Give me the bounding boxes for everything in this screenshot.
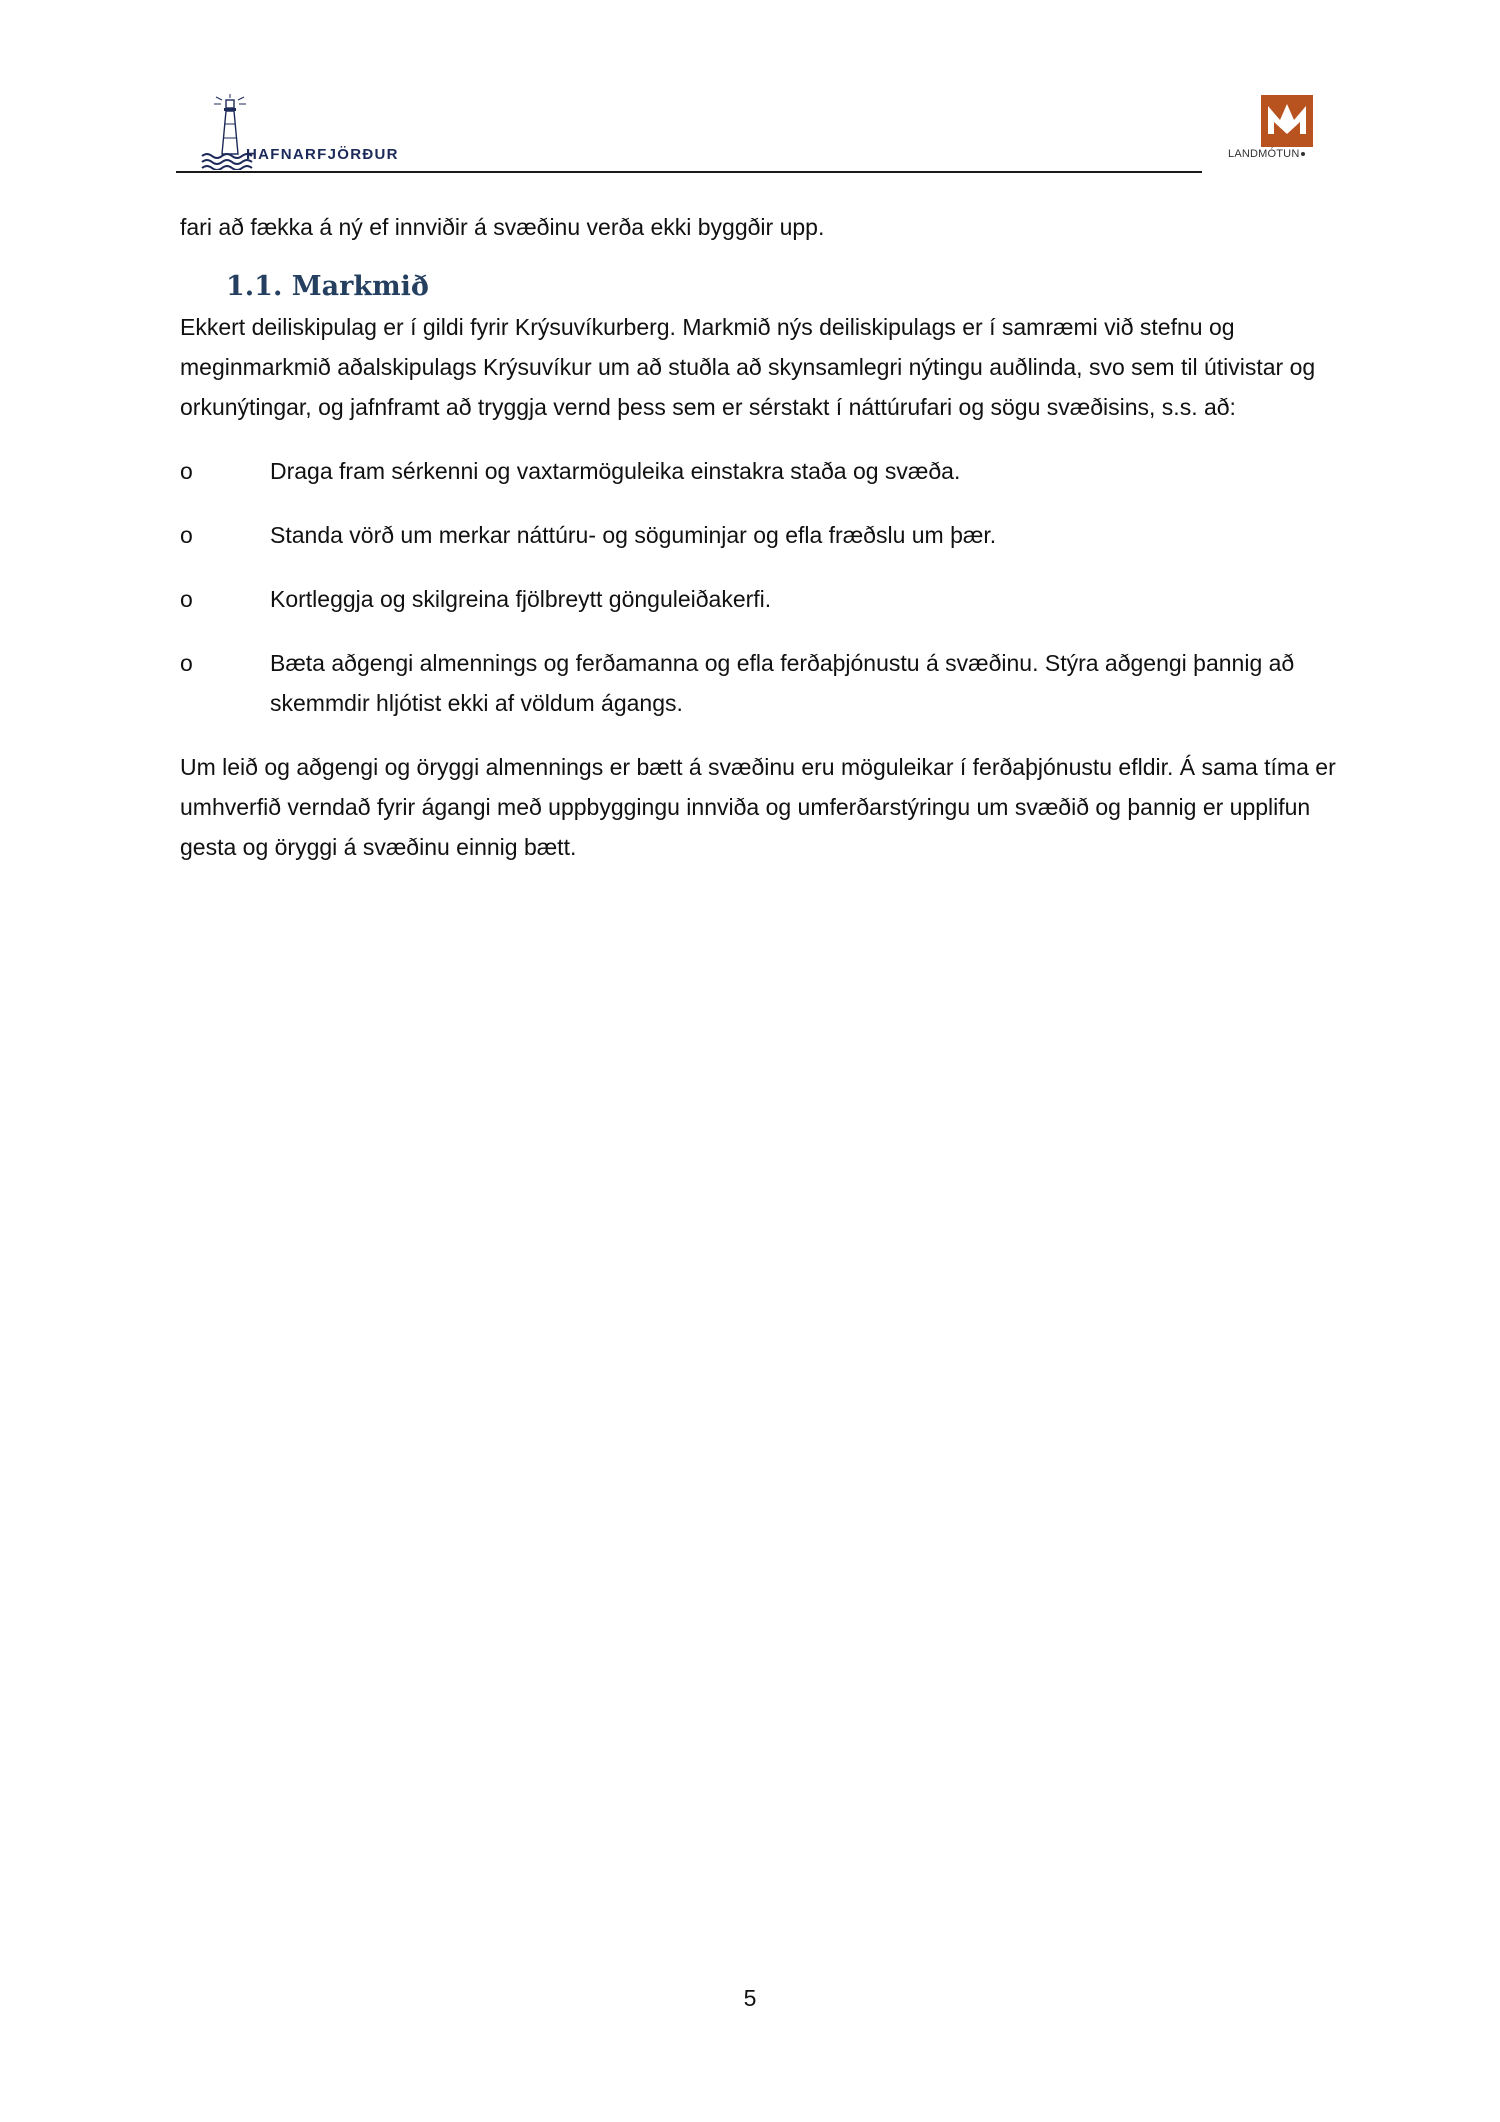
list-item-text: Draga fram sérkenni og vaxtarmöguleika einstakra staða og svæða.: [270, 458, 961, 485]
registered-dot: [1301, 152, 1305, 156]
landmotun-logo-label: LANDMÓTUN: [1228, 148, 1300, 160]
bullet-marker: o: [180, 586, 193, 613]
list-item: [180, 579, 1340, 619]
bullet-marker: o: [180, 650, 193, 677]
hafnarfjordur-logo-text: HAFNARFJÖRÐUR: [246, 146, 399, 163]
list-item: [180, 643, 1340, 723]
intro-paragraph: Ekkert deiliskipulag er í gildi fyrir Krýsuvíkurberg. Markmið nýs deiliskipulags er í samræmi við stefnu og meginmarkmið aðalskipulags Krýsuvíkur um að stuðla að skynsamlegri nýtingu auðlinda, svo sem til útivistar og orkunýtingar, og jafnframt að tryggja vernd þess sem er sérstakt í náttúrufari og sögu svæðisins, s.s. að:: [180, 314, 1316, 421]
list-item-text: Kortleggja og skilgreina fjölbreytt gönguleiðakerfi.: [270, 586, 772, 613]
list-item: [180, 515, 1340, 555]
list-item-text: Bæta aðgengi almennings og ferðamanna og efla ferðaþjónustu á svæðinu. Stýra aðgengi þannig að skemmdir hljótist ekki af völdum ágangs.: [270, 650, 1295, 717]
list-item-text: Standa vörð um merkar náttúru- og söguminjar og efla fræðslu um þær.: [270, 522, 997, 549]
page-number: 5: [743, 1985, 757, 2011]
lead-paragraph: fari að fækka á ný ef innviðir á svæðinu verða ekki byggðir upp.: [180, 214, 825, 240]
header-divider: [176, 171, 1202, 173]
landmotun-logo-text: [1228, 148, 1305, 160]
bullet-marker: o: [180, 458, 193, 485]
goals-list: [180, 451, 1340, 723]
section-heading: 1.1. Markmið: [226, 271, 429, 303]
list-item: [180, 451, 1340, 491]
page-content: [180, 207, 1340, 867]
closing-paragraph: Um leið og aðgengi og öryggi almennings er bætt á svæðinu eru möguleikar í ferðaþjónustu efldir. Á sama tíma er umhverfið verndað fyrir ágangi með uppbyggingu innviða og umferðarstýringu um svæðið og þannig er upplifun gesta og öryggi á svæðinu einnig bætt.: [180, 754, 1336, 861]
bullet-marker: o: [180, 522, 193, 549]
landmotun-logo-icon: [1260, 94, 1314, 148]
page-header: [176, 88, 1326, 178]
